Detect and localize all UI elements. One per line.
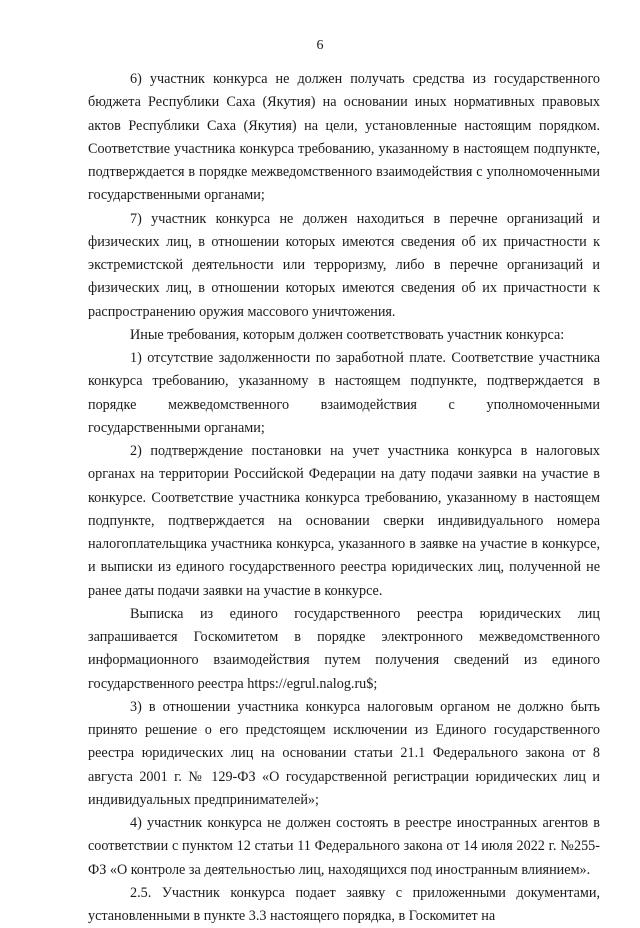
page-number: 6 — [316, 38, 324, 53]
paragraph-item-6: 6) участник конкурса не должен получать средства из государственного бюджета Республики Саха (Якутия) на основании иных нормативных правовых актов Республики Саха (Якутия) на цели, установленные настоящим порядком. Соответствие участника конкурса требованию, указанному в настоящем подпункте, подтверждается в порядке межведомственного взаимодействия с уполномоченными государственными органами; — [88, 71, 600, 204]
paragraph-egrul-extract: Выписка из единого государственного реестра юридических лиц запрашивается Госкомитетом в порядке электронного межведомственного информационного взаимодействия путем получения сведений из единого государственного реестра https://egrul.nalog.ru$; — [88, 605, 600, 692]
paragraph-item-7: 7) участник конкурса не должен находиться в перечне организаций и физических лиц, в отношении которых имеются сведения об их причастности к экстремистской деятельности или терроризму, либо в перечне организаций и физических лиц, в отношении которых имеются сведения об их причастности к распространению оружия массового уничтожения. — [88, 210, 600, 320]
paragraph-item-3: 3) в отношении участника конкурса налоговым органом не должно быть принято решение о его предстоящем исключении из Единого государственного реестра юридических лиц на основании статьи 21.1 Федерального закона от 8 августа 2001 г. № 129-ФЗ «О государственной регистрации юридических лиц и индивидуальных предпринимателей»; — [88, 698, 600, 808]
document-body — [88, 68, 600, 928]
paragraph-section-2-5: 2.5. Участник конкурса подает заявку с приложенными документами, установленными в пункте 3.3 настоящего порядка, в Госкомитет на — [88, 884, 600, 924]
paragraph-item-1: 1) отсутствие задолженности по заработной плате. Соответствие участника конкурса требованию, указанному в настоящем подпункте, подтверждается в порядке межведомственного взаимодействия с уполномоченными государственными органами; — [88, 350, 600, 436]
paragraph-item-4: 4) участник конкурса не должен состоять в реестре иностранных агентов в соответствии с пунктом 12 статьи 11 Федерального закона от 14 июля 2022 г. №255-ФЗ «О контроле за деятельностью лиц, находящихся под иностранным влиянием». — [88, 815, 600, 878]
paragraph-other-requirements: Иные требования, которым должен соответствовать участник конкурса: — [130, 326, 565, 343]
paragraph-item-2: 2) подтверждение постановки на учет участника конкурса в налоговых органах на территории Российской Федерации на дату подачи заявки на участие в конкурсе. Соответствие участника конкурса требованию, указанному в настоящем подпункте, подтверждается на основании сверки индивидуального номера налогоплательщика участника конкурса, указанного в заявке на участие в конкурсе, и выписки из единого государственного реестра юридических лиц, полученной не ранее даты подачи заявки на участие в конкурсе. — [88, 443, 600, 599]
